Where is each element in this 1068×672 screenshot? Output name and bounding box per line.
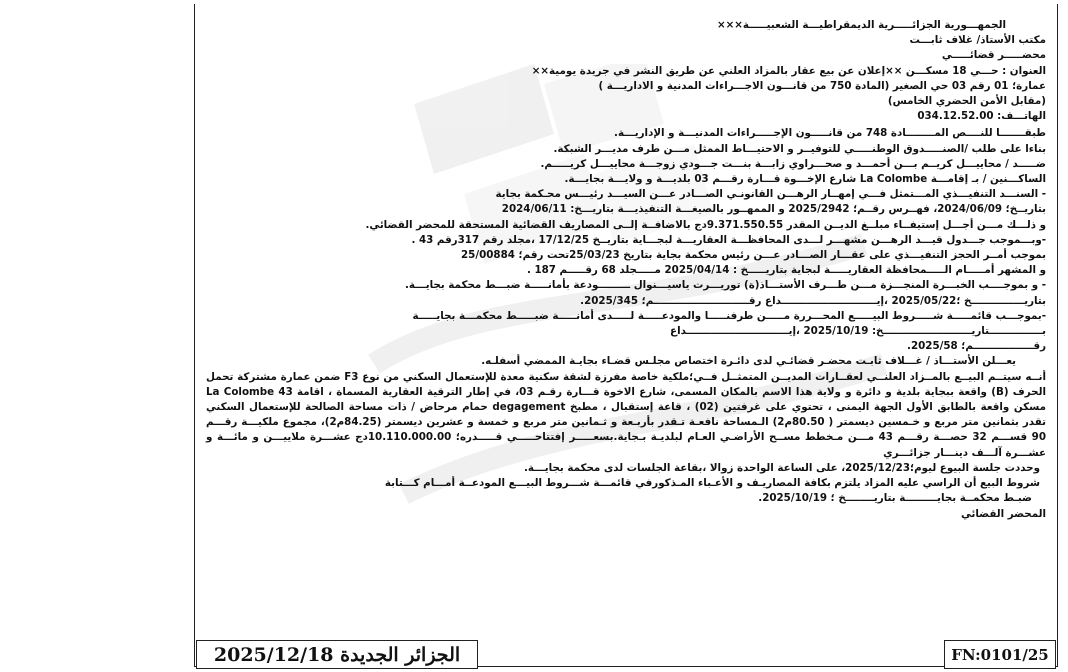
body-line: بتاريـــــــــــــــخ ؛2025/05/22 ،إيـــــــــــــــــــــــــــداع رقـــــــــــــــــــــــــــم؛ 2025/345. — [580, 294, 1046, 307]
office-title: محضـــــر قضائـــــي — [941, 49, 1046, 62]
address-line-2: عمارة؛ 01 رقم 03 حي الصغير (المادة 750 من قانـــون الاجـــراءات المدنية و الاداريـــة ) — [598, 79, 1046, 92]
body-line: - السنـــد التنفيـــذي المـــتمثل فـــي إمهــار الرهـــن القانونـي الصـــادر عـــن السيـــد رئيـــس محـكمة بجاية — [495, 188, 1046, 201]
address-line-3: (مقابل الأمن الحضري الخامس) — [887, 95, 1046, 108]
body-line: بموجب أمــر الحجز التنفيـــذي على عقـــار الصـــادر عـــن رئيس محكمة بجاية بتاريخ 25/03/23تحت رقم؛ 25/00884 — [461, 249, 1046, 262]
body-line: و ذلـــك مـــن أجـــل إستيفــاء مبلــغ الديــن المقدر 9.371.550.55دج بالاضافــة إلــى المصاريف القضائية المستحقة للمحضر القضائي. — [365, 218, 1046, 231]
body-line: و المشهر أمـــــام الـــــمحافظة العقاريـــــة لبجاية بتاريـــــخ : 2025/04/14 مـــــجلد 68 رقـــــم 187 . — [526, 264, 1046, 277]
signature: المحضر القضائي — [961, 507, 1046, 520]
body-line: -وبـــموجب جـــدول قيـــد الرهـــن مشهـــر لـــدى المحافظـــة العقاريـــة لبجـــاية بتاريــخ 17/12/25 ،مجلد رقم 317رقم 43 . — [411, 233, 1046, 246]
body-line: ضـــــد / محاييـــل كريــم بـــن أحمـــد و صحـــراوي زابـــة بنـــت جـــودي زوجـــة محاييـــل كريـــــم. — [540, 157, 1046, 170]
body-line: بناءا على طلب /الصنـــــدوق الوطنـــــي للتوفيــر و الاحتيـــاط الممثل مـــن طرف مديـــر الشبكة. — [553, 142, 1046, 155]
address-line-1: العنوان : حـــي 18 مسكـــن ××إعلان عن بيع عقار بالمزاد العلني عن طريق النشر في جريدة يومية×× — [531, 64, 1046, 77]
sale-conditions: شروط البيع أن الراسي عليه المزاد يلتزم بكافة المصاريـف و الأعـباء المـذكورفي قائمـــة شـــروط البيـــع المودعــة أمـــام كـــتابة — [384, 477, 1040, 490]
newspaper-date: الجزائر الجديدة 2025/12/18 — [213, 643, 461, 666]
session-date: وحددت جلسة البيوع ليوم؛2025/12/23، على الساعة الواحدة زوالا ،بقاعة الجلسات لدى محكمة بجايـــة. — [524, 461, 1040, 474]
body-line: طبقـــــــا للنــــص المــــــــادة 748 من قانـــــون الإجـــــراءات المدنيـــة و الإداريـــة. — [614, 127, 1046, 140]
republic-heading: الجمهـــورية الجزائـــــرية الديمقراطيـــة الشعبيـــــة××× — [716, 19, 1006, 31]
body-line: بـــــــــــــــتاريـــــــــــــــــــــــــخ: 2025/10/19 ،إيـــــــــــــــــــــــــــــداع — [670, 325, 1046, 338]
reference-box — [944, 640, 1056, 669]
body-line: - و بموجــــب الخبـــرة المنجـــزة مـــن طـــرف الأستـــاذ(ة) توريـــرت ياسيـــنوال ـــــــــودعة بأمانـــــة ضبـــط محكمة بجايـــة. — [404, 279, 1046, 292]
notice-text — [206, 18, 1046, 522]
reference-number: FN:0101/25 — [951, 645, 1049, 664]
body-line: الساكـــنين / بـ إقامـــة La Colombe شارع الإخـــوة قـــارة رقـــم 03 بلديـــة و ولايـــة بجايـــة. — [564, 173, 1046, 186]
body-line: رقـــــــــــــــــم؛ 2025/58. — [907, 340, 1046, 353]
announcement: يعـــلن الأستـــاذ / غـــلاف ثابـت محضـر قضائـي لدى دائـرة اختصاص مجلـس قضـاء بجايـة الممضي أسفلـه. — [481, 355, 1016, 368]
newspaper-date-box — [196, 640, 478, 669]
phone-line: الهاتـــف: 034.12.52.00 — [917, 110, 1046, 123]
body-line: -بموجـــب قائمـــــة شـــــروط البيـــــع المحـــررة مـــــن طرفنـــــا والمودعـــــة لـــــدى أمانـــــة ضبـــــط محكمـــة بجايـــــة — [412, 309, 1046, 322]
body-line: بتاريــخ؛ 2024/06/09، فهــرس رقــم؛ 2025/2942 و الممهــور بالصيغـــة التنفيذيـــة بتاريـــخ: 2024/06/11 — [501, 203, 1046, 216]
sale-conditions-date: ضبـط محكمــة بجايـــــــــة بتاريــــــــخ ؛ 2025/10/19. — [758, 492, 1032, 505]
legal-notice-page — [194, 4, 1058, 667]
property-description: أنــه سيتــم البيــع بالمــزاد العلنــي لعقــارات المديــن المتمثــل فــي؛ملكية خاصة مفرزة لشقة سكنية معدة للإستعمال السكني من نوع F3 ضمن عمارة مشتركة تحمل الحرف (B) واقعة ببجاية بلدية و دائرة و ولاية هذا الاسم بالمكان المسمى، شارع الاخوة قـــارة رقـم 03، في إطار الترقية العقارية المسماة ، اقامة La Colombe 43 مسكن واقعة بالطابق الأول الجهة اليمنى ، تحتوي على غرفتين (02) ، قاعة إستقبال ، مطبخ degagement حمام مرحاض / ذات مساحة الصالحة للإستعمال السكني تقدر بثمانين متر مربع و خـمسين ديسمتر ( 80.50م2) الـمساحة نافعـة تـقدر بأربـعة و ثـمانين متر مربع و خمسة و عشرين ديسمتر (84.25م2)، مجموع ملكيـــة رقـــم 90 قســـم 32 حصـــة رقـــم 43 مـــن مـخطط مســح الأراضـي العـام لبلديـة بـجاية.بسعـــــر إفتتاحـــــي قـــــدره؛ 10.110.000.00دج عشـــرة ملاييـــن و مائـــة و عشـــرة آلـــف دينـــار جزائـــري — [206, 370, 1046, 459]
office-name: مكتب الأستاذ/ غلاف ثابـــت — [909, 34, 1046, 47]
